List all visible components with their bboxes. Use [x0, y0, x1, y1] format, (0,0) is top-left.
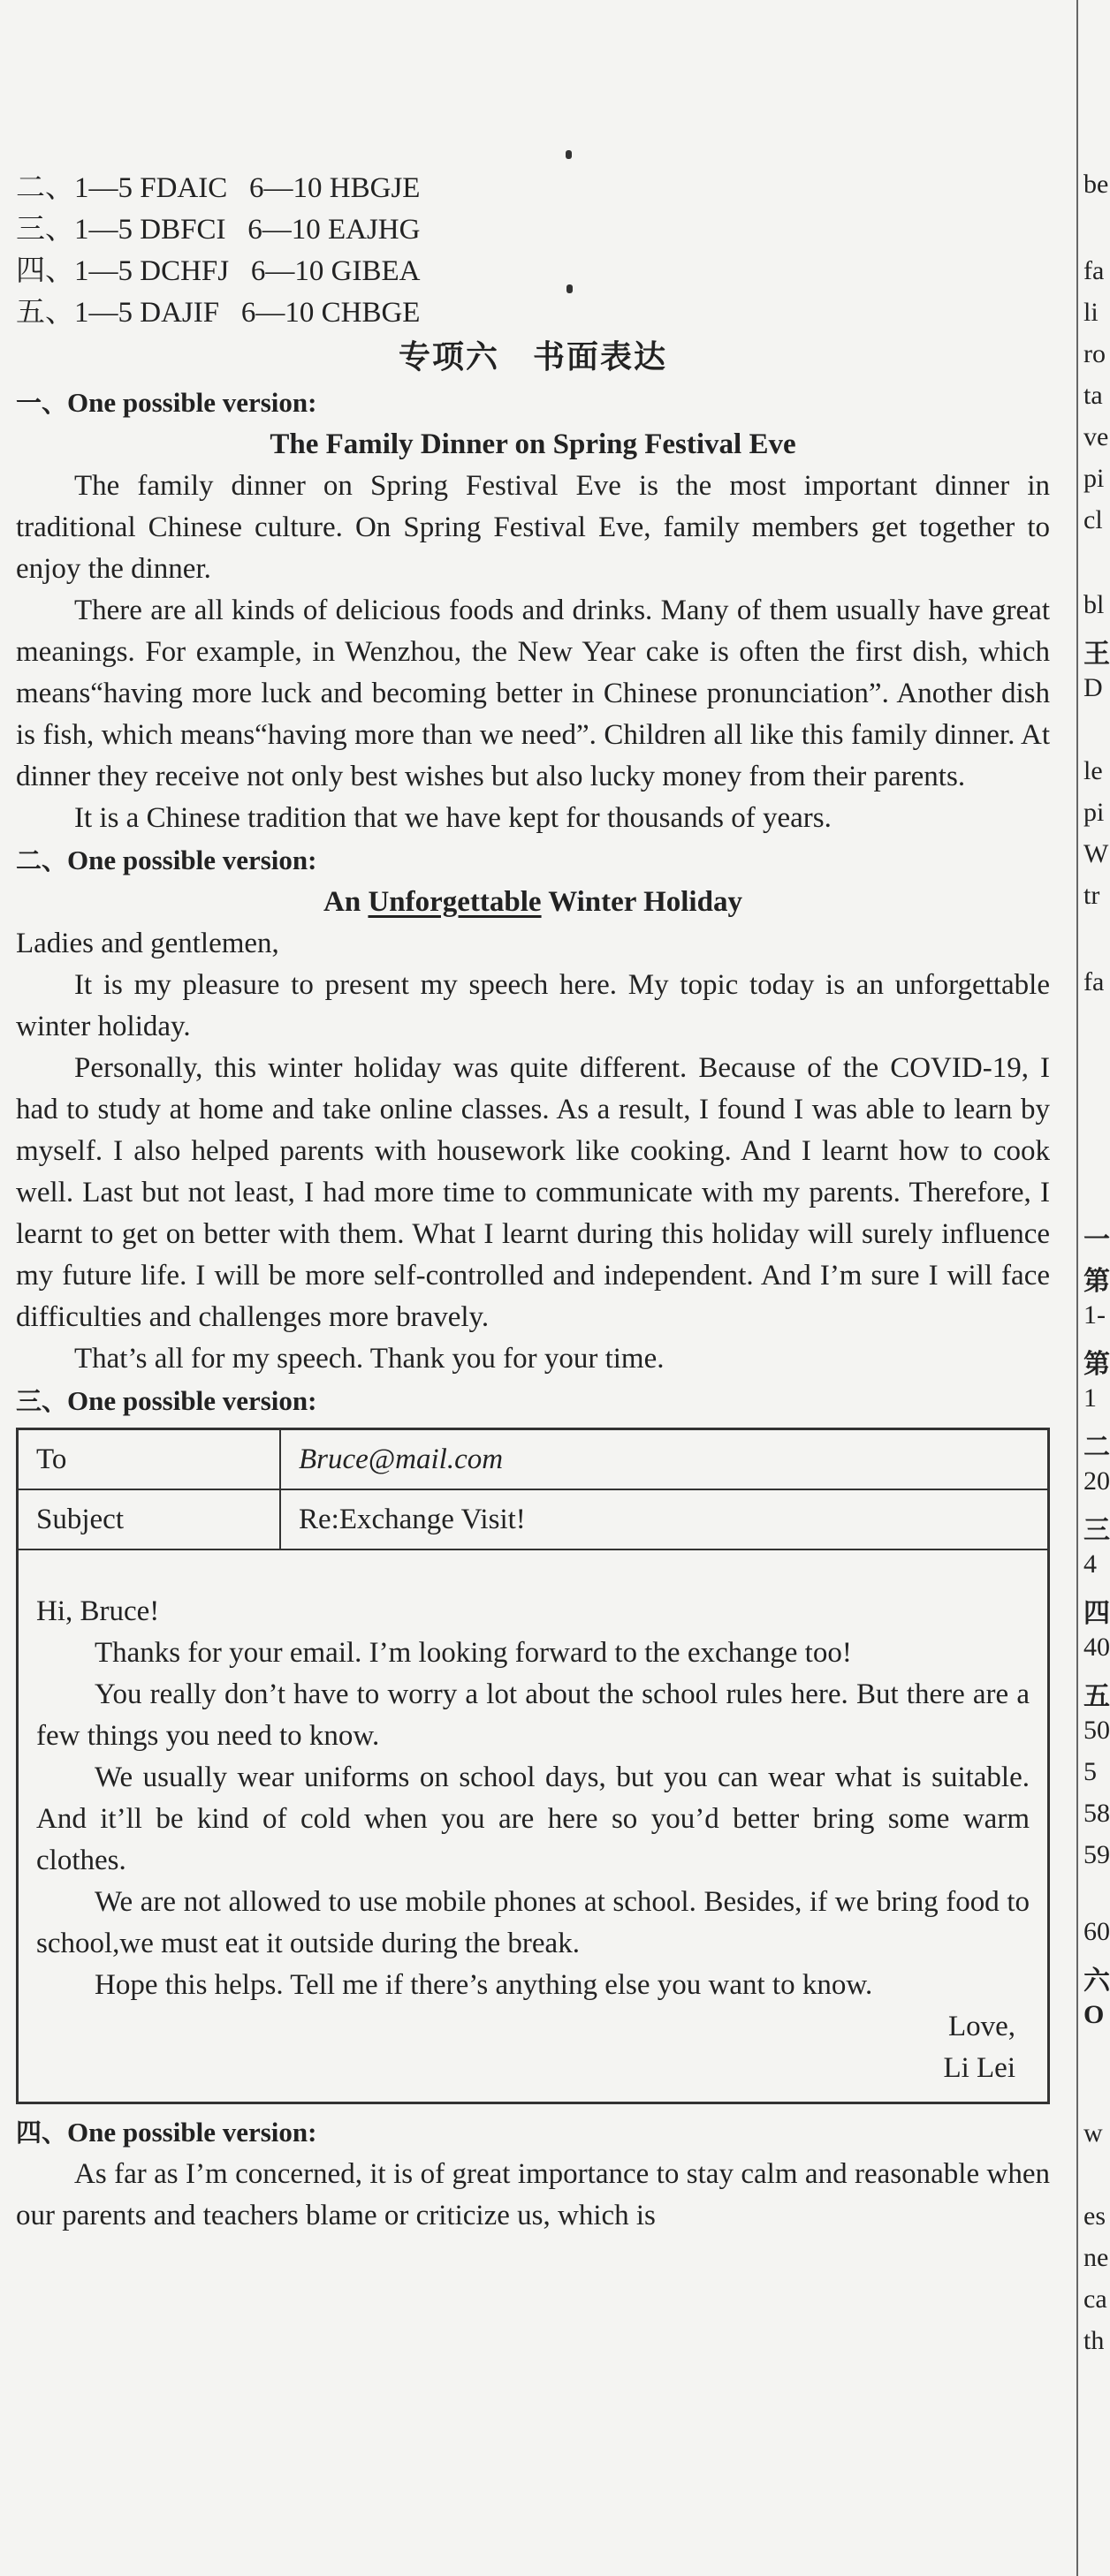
paragraph: You really don’t have to worry a lot about the school rules here. But there are a few things you need to know.	[36, 1678, 1030, 1752]
email-subject-row	[19, 1490, 1047, 1550]
text-fragment: 一	[1083, 1225, 1110, 1254]
text-fragment: 王	[1083, 640, 1110, 669]
paragraph: We usually wear uniforms on school days, but you can wear what is suitable. And it’ll be kind of cold when you are here so you’d better bring some warm clothes.	[36, 1762, 1030, 1876]
text-fragment: th	[1083, 2326, 1105, 2355]
part-heading: 三、One possible version:	[16, 1385, 317, 1416]
text-fragment: be	[1083, 170, 1109, 199]
text-fragment: 第	[1083, 1267, 1110, 1296]
text-fragment: O	[1083, 2000, 1105, 2029]
text-fragment: le	[1083, 756, 1103, 785]
paragraph: There are all kinds of delicious foods and drinks. Many of them usually have great meanings. For example, in Wenzhou, the New Year cake is often the first dish, which means“having more luck and becoming better in Chinese pronunciation”. Another dish is fish, which means“having more than we need”. Children all like this family dinner. At dinner they receive not only best wishes but also lucky money from their parents.	[16, 595, 1050, 792]
text-fragment: fa	[1083, 256, 1105, 285]
paragraph: The family dinner on Spring Festival Eve is the most important dinner in traditional Chinese culture. On Spring Festival Eve, family members get together to enjoy the dinner.	[16, 470, 1050, 585]
email-to-row	[19, 1430, 1047, 1490]
text-fragment: 1-	[1083, 1300, 1106, 1330]
text-fragment: 六	[1083, 1966, 1110, 1996]
email-subject-label: Subject	[19, 1490, 281, 1549]
answer-key-row: 三、1—5 DBFCI 6—10 EAJHG	[16, 214, 421, 246]
part-heading: 二、One possible version:	[16, 845, 317, 875]
text-fragment: 20	[1083, 1466, 1110, 1496]
adjacent-column-edge	[1076, 0, 1110, 2576]
email-subject-value: Re:Exchange Visit!	[299, 1503, 526, 1535]
email-greeting: Hi, Bruce!	[36, 1595, 160, 1627]
paragraph: Personally, this winter holiday was quite different. Because of the COVID-19, I had to study at home and take online classes. As a result, I found I was able to learn by myself. I also helped parents with housework like cooking. And I learnt how to cook well. Last but not least, I had more time to communicate with my parents. Therefore, I learnt to get on better with them. What I learnt during this holiday will surely influence my future life. I will be more self-controlled and independent. And I’m sure I will face difficulties and challenges more bravely.	[16, 1052, 1050, 1333]
text-fragment: 1	[1083, 1383, 1097, 1413]
text-fragment: ro	[1083, 339, 1106, 368]
text-fragment: 40	[1083, 1633, 1110, 1662]
paragraph: Thanks for your email. I’m looking forward to the exchange too!	[95, 1637, 852, 1669]
email-to-value: Bruce@mail.com	[299, 1443, 504, 1475]
text-fragment: 三	[1083, 1516, 1110, 1545]
text-fragment: 60	[1083, 1917, 1110, 1946]
essay-title: The Family Dinner on Spring Festival Eve	[270, 428, 796, 460]
text-fragment: W	[1083, 839, 1109, 868]
text-fragment: ta	[1083, 381, 1103, 410]
answer-key-row: 五、1—5 DAJIF 6—10 CHBGE	[16, 297, 421, 329]
text-fragment: 第	[1083, 1350, 1110, 1379]
text-fragment: cl	[1083, 505, 1103, 534]
text-fragment: bl	[1083, 590, 1105, 619]
paragraph: It is my pleasure to present my speech here. My topic today is an unforgettable winter holiday.	[16, 969, 1050, 1042]
text-fragment: w	[1083, 2118, 1103, 2148]
part-heading: 一、One possible version:	[16, 387, 317, 418]
text-fragment: pi	[1083, 464, 1105, 493]
email-closing: Love,	[947, 2011, 1015, 2042]
paragraph: We are not allowed to use mobile phones at school. Besides, if we bring food to school,we must eat it outside during the break.	[36, 1886, 1030, 1959]
text-fragment: 5	[1083, 1757, 1097, 1786]
answer-key-row: 二、1—5 FDAIC 6—10 HBGJE	[16, 172, 421, 204]
part-heading: 四、One possible version:	[16, 2117, 317, 2148]
text-fragment: ca	[1083, 2284, 1107, 2314]
text-fragment: ne	[1083, 2243, 1109, 2272]
text-fragment: 4	[1083, 1549, 1097, 1579]
scan-speck	[566, 150, 572, 159]
paragraph: As far as I’m concerned, it is of great importance to stay calm and reasonable when our parents and teachers blame or criticize us, which is	[16, 2158, 1050, 2231]
text-fragment: 59	[1083, 1840, 1110, 1869]
section-title: 专项六 书面表达	[398, 339, 667, 375]
answer-key-list	[16, 168, 1050, 334]
email-signature: Li Lei	[943, 2052, 1015, 2084]
speech-greeting: Ladies and gentlemen,	[16, 928, 279, 959]
text-fragment: 二	[1083, 1433, 1110, 1462]
text-fragment: 58	[1083, 1799, 1110, 1828]
paragraph: Hope this helps. Tell me if there’s anything else you want to know.	[95, 1969, 873, 2001]
text-fragment: pi	[1083, 798, 1105, 827]
text-fragment: 50	[1083, 1716, 1110, 1745]
text-fragment: fa	[1083, 967, 1105, 996]
text-fragment: es	[1083, 2201, 1106, 2231]
main-column	[16, 168, 1050, 2237]
email-box	[16, 1428, 1050, 2104]
paragraph: That’s all for my speech. Thank you for your time.	[74, 1343, 665, 1375]
text-fragment: tr	[1083, 881, 1100, 910]
answer-key-row: 四、1—5 DCHFJ 6—10 GIBEA	[16, 255, 421, 287]
speech-title: An Unforgettable Winter Holiday	[323, 886, 742, 918]
text-fragment: D	[1083, 673, 1103, 702]
text-fragment: ve	[1083, 422, 1109, 451]
text-fragment: li	[1083, 298, 1099, 327]
text-fragment: 五	[1083, 1682, 1110, 1711]
paragraph: It is a Chinese tradition that we have kept for thousands of years.	[74, 802, 832, 834]
email-to-label: To	[19, 1430, 281, 1489]
text-fragment: 四	[1083, 1599, 1110, 1628]
email-body	[19, 1550, 1047, 2102]
